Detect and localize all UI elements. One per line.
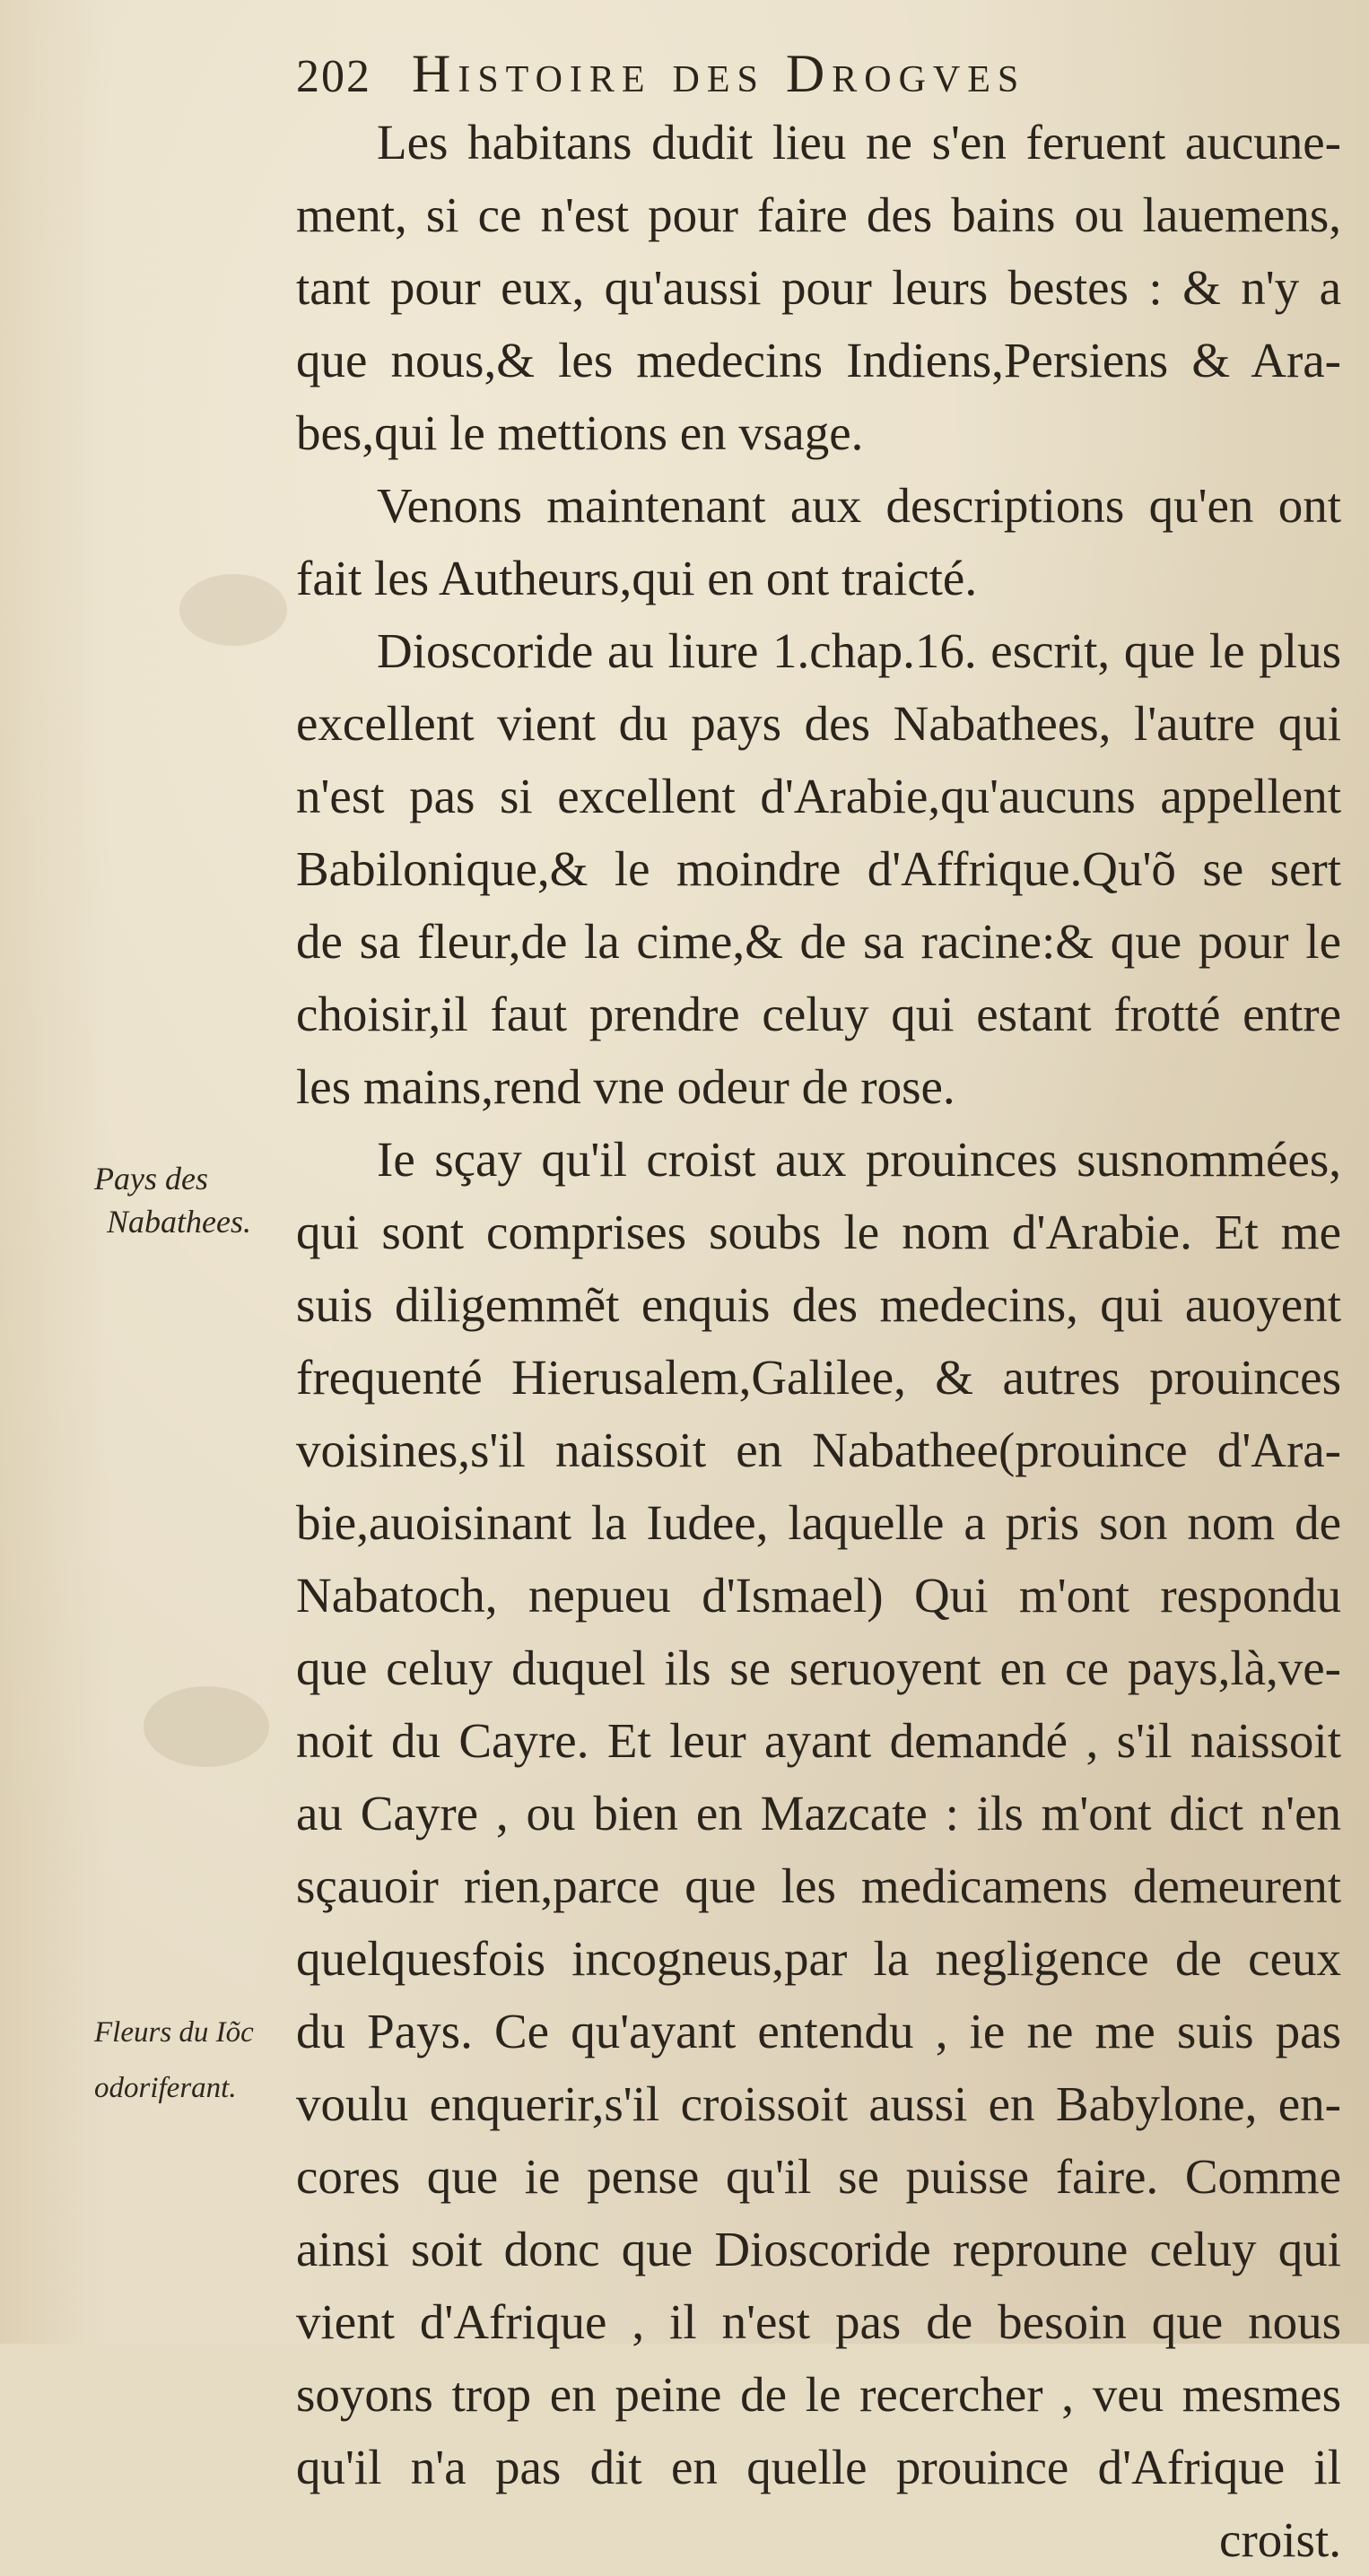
main-text-block <box>296 106 1341 2576</box>
text-line: cores que ie pense qu'il se puisse faire. Comme <box>296 2149 1341 2204</box>
text-line: qui sont comprises soubs le nom d'Arabie. Et me <box>296 1205 1341 1259</box>
margin-note-fleurs <box>94 2005 305 2116</box>
running-title: Histoire des Drogves <box>412 44 1026 103</box>
text-line: Venons maintenant aux descriptions qu'en ont <box>377 478 1341 533</box>
margin-note-nabathees <box>94 1157 305 1243</box>
paper-stain <box>144 1686 269 1767</box>
text-line: tant pour eux, qu'aussi pour leurs bestes : & n'y a <box>296 260 1341 315</box>
text-line: vient d'Afrique , il n'est pas de besoin que nous <box>296 2294 1341 2349</box>
text-line: qu'il n'a pas dit en quelle prouince d'Afrique il <box>296 2440 1341 2494</box>
text-line: ment, si ce n'est pour faire des bains ou lauemens, <box>296 187 1341 242</box>
text-line: quelquesfois incogneus,par la negligence de ceux <box>296 1931 1341 1986</box>
text-line: que nous,& les medecins Indiens,Persiens & Ara- <box>296 333 1341 387</box>
text-line: noit du Cayre. Et leur ayant demandé , s'il naissoit <box>296 1713 1341 1768</box>
text-line: les mains,rend vne odeur de rose. <box>296 1059 955 1114</box>
margin-note-line: Fleurs du Iõc <box>94 2016 254 2049</box>
text-line: que celuy duquel ils se seruoyent en ce pays,là,ve- <box>296 1640 1341 1695</box>
margin-note-line: odoriferant. <box>94 2072 237 2104</box>
page-number: 202 <box>296 51 371 102</box>
text-line: croist. <box>1219 2512 1341 2567</box>
text-line: frequenté Hierusalem,Galilee, & autres prouinces <box>296 1350 1341 1405</box>
margin-note-line: Nabathees. <box>107 1204 251 1240</box>
text-line: du Pays. Ce qu'ayant entendu , ie ne me suis pas <box>296 2004 1341 2058</box>
text-line: de sa fleur,de la cime,& de sa racine:& que pour le <box>296 914 1341 969</box>
text-line: suis diligemmẽt enquis des medecins, qui auoyent <box>296 1277 1341 1332</box>
text-line: au Cayre , ou bien en Mazcate : ils m'ont dict n'en <box>296 1786 1341 1841</box>
text-line: excellent vient du pays des Nabathees, l'autre qui <box>296 696 1341 751</box>
margin-note-line: Pays des <box>94 1161 208 1197</box>
text-line: Babilonique,& le moindre d'Affrique.Qu'õ se sert <box>296 841 1341 896</box>
paper-stain <box>179 574 287 646</box>
text-line: voulu enquerir,s'il croissoit aussi en Babylone, en- <box>296 2076 1341 2131</box>
text-line: Les habitans dudit lieu ne s'en feruent aucune- <box>377 115 1341 170</box>
text-line: soyons trop en peine de le recercher , veu mesmes <box>296 2367 1341 2422</box>
text-line: sçauoir rien,parce que les medicamens demeurent <box>296 1858 1341 1913</box>
text-line: bes,qui le mettions en vsage. <box>296 405 864 460</box>
text-line: n'est pas si excellent d'Arabie,qu'aucuns appellent <box>296 769 1341 823</box>
text-line: Dioscoride au liure 1.chap.16. escrit, que le plus <box>377 623 1341 678</box>
text-line: ainsi soit donc que Dioscoride reproune celuy qui <box>296 2222 1341 2276</box>
text-line: fait les Autheurs,qui en ont traicté. <box>296 551 978 605</box>
text-line: bie,auoisinant la Iudee, laquelle a pris son nom de <box>296 1495 1341 1550</box>
text-line: voisines,s'il naissoit en Nabathee(prouince d'Ara- <box>296 1423 1341 1477</box>
text-line: choisir,il faut prendre celuy qui estant frotté entre <box>296 987 1341 1041</box>
text-line: Ie sçay qu'il croist aux prouinces susnommées, <box>377 1132 1341 1187</box>
text-line: Nabatoch, nepueu d'Ismael) Qui m'ont respondu <box>296 1568 1341 1623</box>
